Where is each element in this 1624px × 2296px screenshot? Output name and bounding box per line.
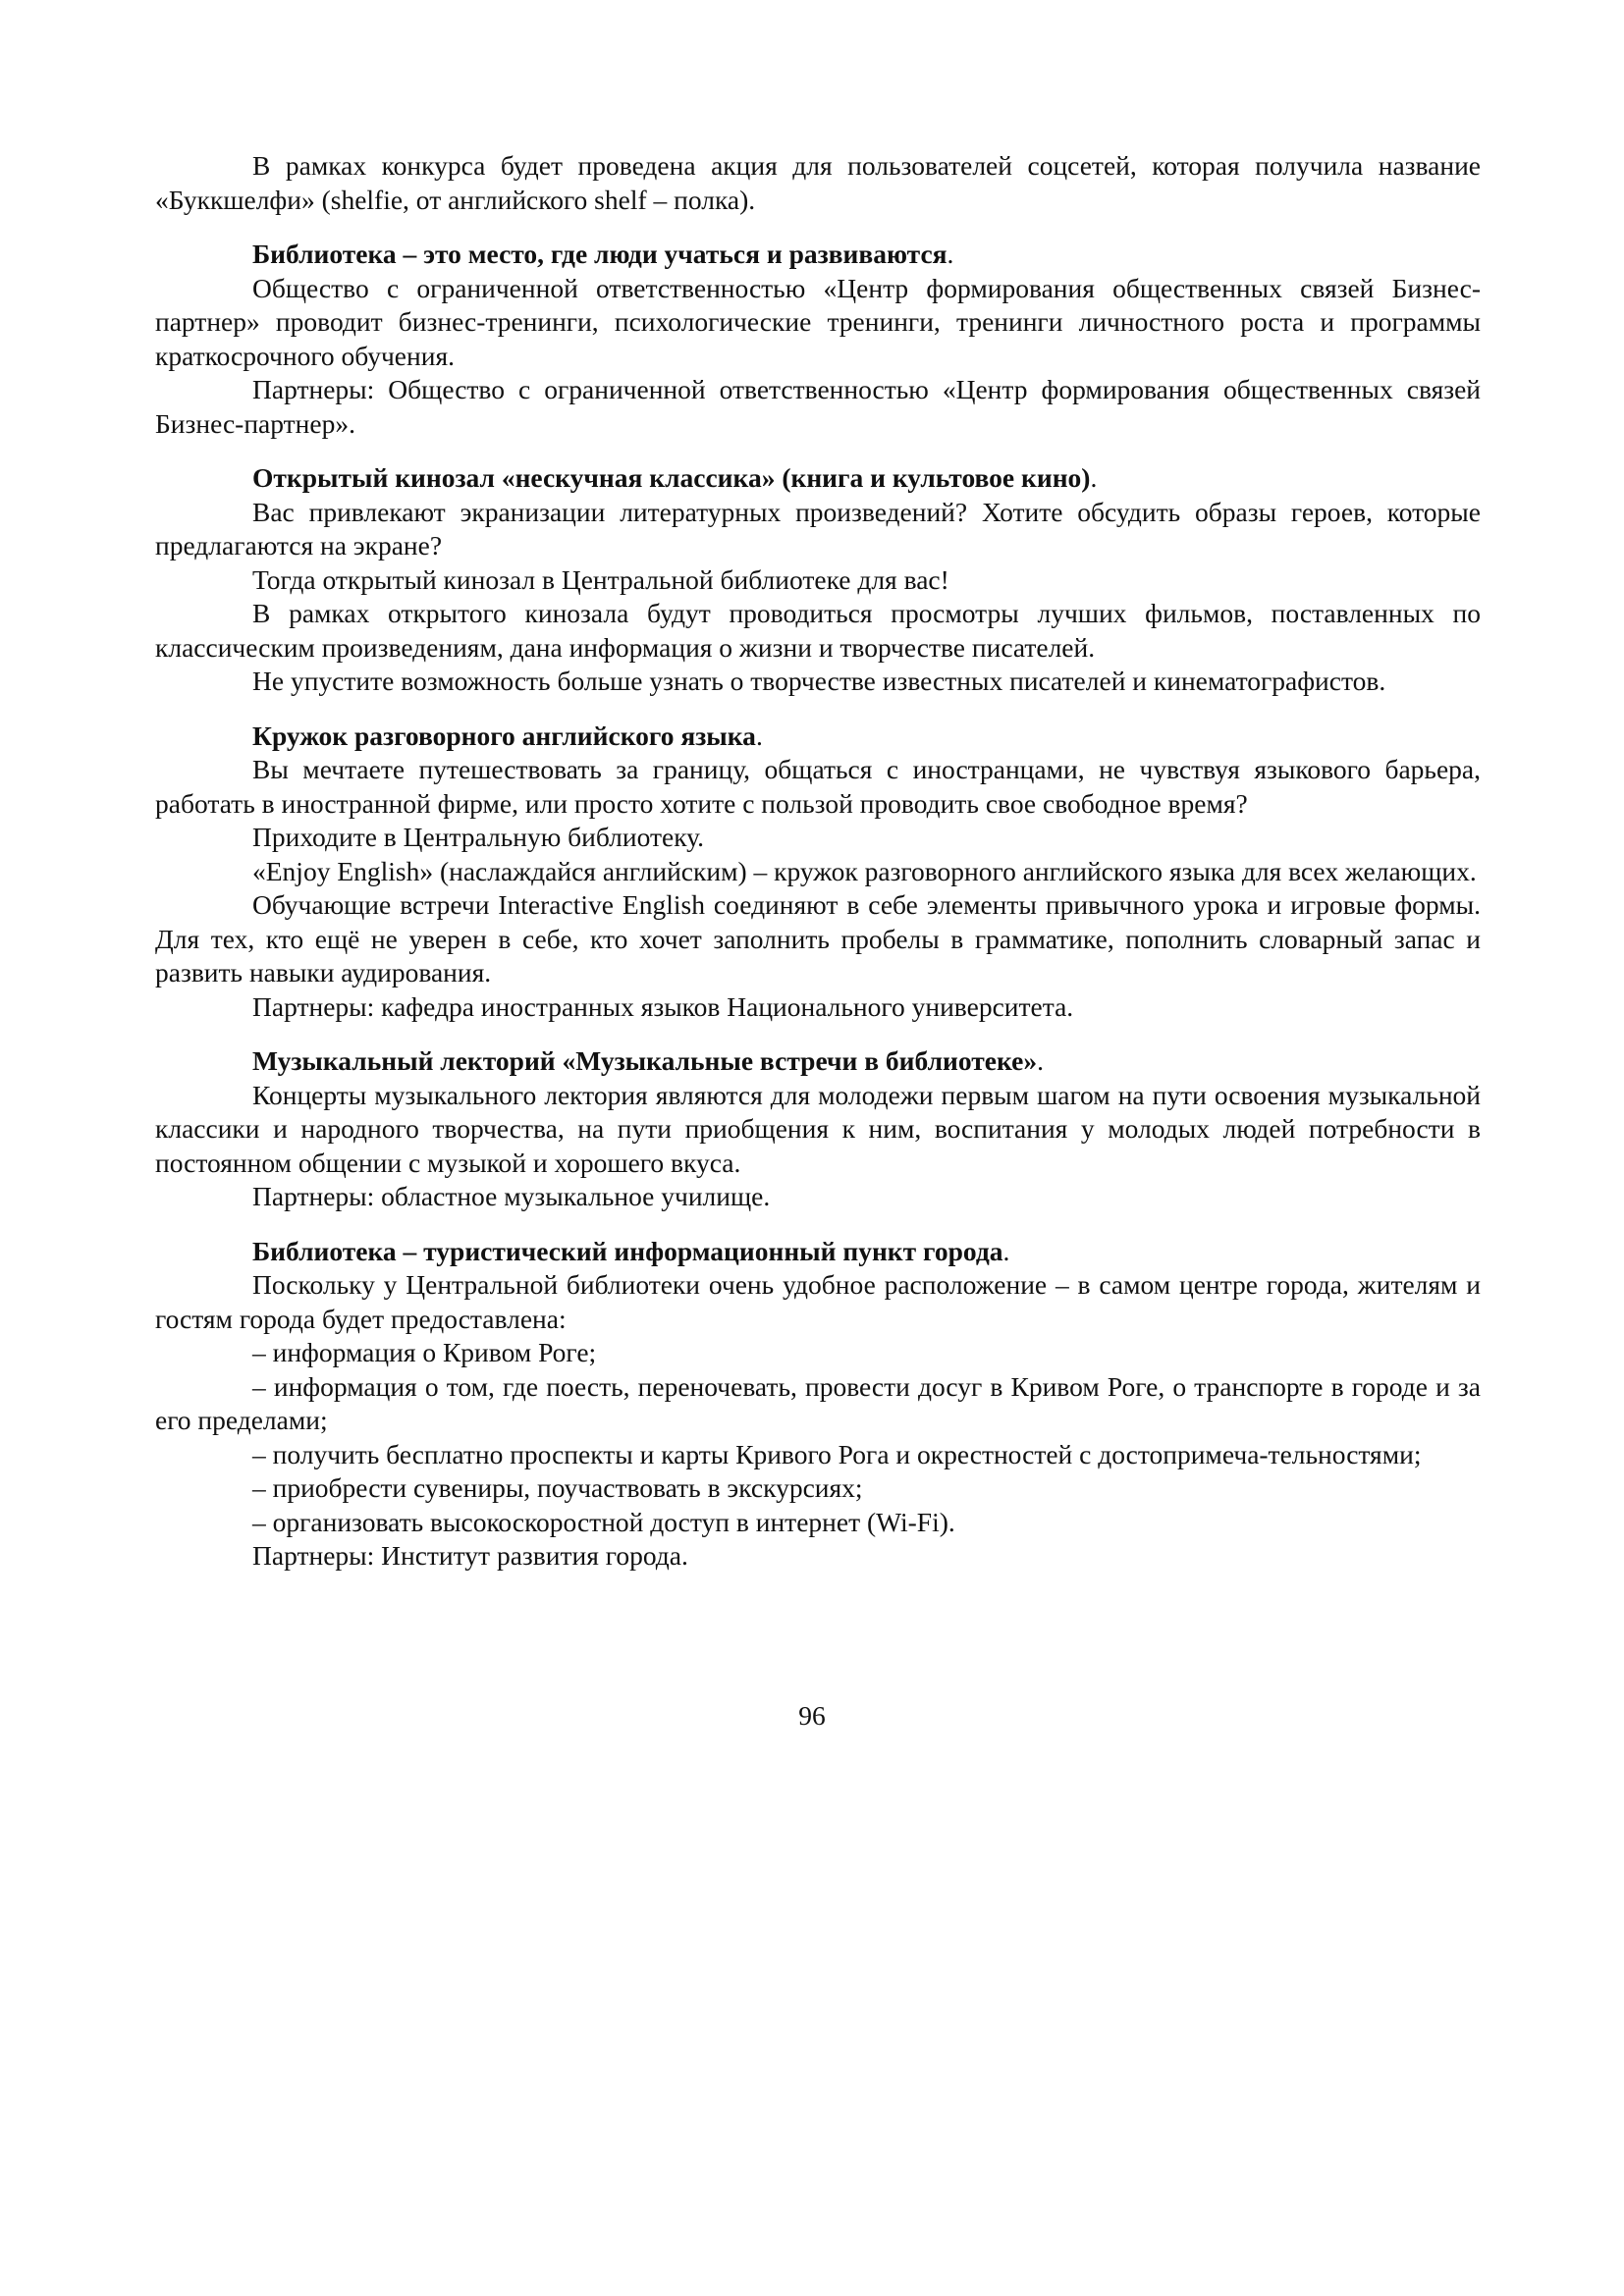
section-heading: Кружок разговорного английского языка. xyxy=(252,720,763,751)
paragraph: Поскольку у Центральной библиотеки очень удобное расположение – в самом центре города, жителям и гостям города будет предоставлена: xyxy=(155,1269,1481,1334)
section-heading: Музыкальный лекторий «Музыкальные встречи в библиотеке». xyxy=(252,1045,1044,1076)
paragraph: «Enjoy English» (наслаждайся английским) – кружок разговорного английского языка для всех желающих. xyxy=(252,855,1477,886)
page-number: 96 xyxy=(798,1700,826,1731)
paragraph: Вас привлекают экранизации литературных произведений? Хотите обсудить образы героев, которые предлагаются на экране? xyxy=(155,496,1481,561)
list-item: – информация о Кривом Роге; xyxy=(252,1337,597,1367)
list-item: – получить бесплатно проспекты и карты Кривого Рога и окрестностей с достопримеча-тельностями; xyxy=(252,1438,1422,1469)
paragraph: Партнеры: областное музыкальное училище. xyxy=(252,1181,771,1211)
paragraph: Концерты музыкального лектория являются для молодежи первым шагом на пути освоения музыкальной классики и народного творчества, на пути приобщения к ним, воспитания у молодых людей потребности в постоянном общении с музыкой и хорошего вкуса. xyxy=(155,1079,1481,1178)
paragraph: Партнеры: кафедра иностранных языков Национального университета. xyxy=(252,990,1074,1022)
page-body xyxy=(155,149,1481,1574)
list-item: – приобрести сувениры, поучаствовать в экскурсиях; xyxy=(252,1472,863,1503)
paragraph: Партнеры: Общество с ограниченной ответственностью «Центр формирования общественных связей Бизнес-партнер». xyxy=(155,374,1481,439)
list-item: – организовать высокоскоростной доступ в интернет (Wi-Fi). xyxy=(252,1506,955,1537)
paragraph: Обучающие встречи Interactive English соединяют в себе элементы привычного урока и игровые формы. Для тех, кто ещё не уверен в себе, кто хочет заполнить пробелы в грамматике, пополнить словарный запас и развить навыки аудирования. xyxy=(155,889,1481,988)
paragraph: Общество с ограниченной ответственностью «Центр формирования общественных связей Бизнес-партнер» проводит бизнес-тренинги, психологические тренинги, тренинги личностного роста и программы краткосрочного обучения. xyxy=(155,272,1481,371)
paragraph: Тогда открытый кинозал в Центральной библиотеке для вас! xyxy=(252,563,949,595)
section-heading: Открытый кинозал «нескучная классика» (книга и культовое кино). xyxy=(252,462,1098,493)
section-heading: Библиотека – туристический информационный пункт города. xyxy=(252,1235,1010,1266)
paragraph: В рамках открытого кинозала будут проводиться просмотры лучших фильмов, поставленных по классическим произведениям, дана информация о жизни и творчестве писателей. xyxy=(155,598,1481,663)
list-item: – информация о том, где поесть, переночевать, провести досуг в Кривом Роге, о транспорте в городе и за его пределами; xyxy=(155,1370,1481,1435)
paragraph: Партнеры: Институт развития города. xyxy=(252,1540,688,1571)
paragraph: Приходите в Центральную библиотеку. xyxy=(252,822,705,852)
section-heading: Библиотека – это место, где люди учаться и развиваются. xyxy=(252,239,954,269)
paragraph: Вы мечтаете путешествовать за границу, общаться с иностранцами, не чувствуя языкового барьера, работать в иностранной фирме, или просто хотите с пользой проводить свое свободное время? xyxy=(155,754,1481,819)
intro-paragraph: В рамках конкурса будет проведена акция для пользователей соцсетей, которая получила название «Буккшелфи» (shelfie, от английского shelf – полка). xyxy=(155,150,1481,215)
paragraph: Не упустите возможность больше узнать о творчестве известных писателей и кинематографистов. xyxy=(252,666,1386,696)
